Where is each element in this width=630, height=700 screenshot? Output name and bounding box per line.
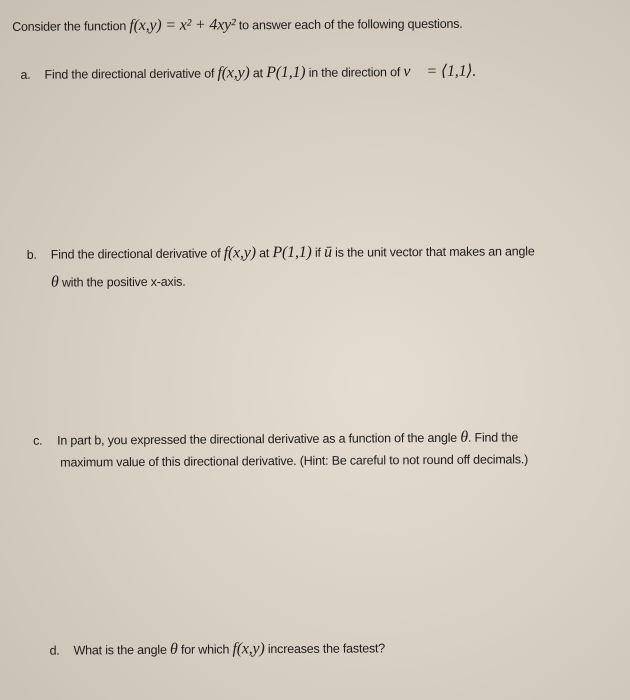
text-segment: at	[249, 66, 267, 81]
intro-text: Consider the function	[12, 19, 130, 34]
question-d-text	[73, 641, 385, 657]
question-c-text	[57, 430, 518, 447]
math-expression: f(x,y)	[217, 64, 250, 82]
text-segment: Find the directional derivative of	[44, 66, 218, 82]
math-expression: θ	[50, 273, 59, 291]
math-expression: f(x,y)	[223, 244, 256, 262]
question-c	[33, 428, 518, 449]
text-segment: Find the directional derivative of	[50, 246, 224, 262]
question-label: d.	[49, 643, 60, 658]
question-a	[20, 61, 476, 84]
text-segment: maximum value of this directional derivative. (Hint: Be careful to not round off decimals.)	[60, 452, 529, 470]
intro-line	[12, 15, 462, 36]
question-b	[27, 242, 535, 264]
text-segment: at	[255, 246, 273, 261]
text-segment: What is the angle	[73, 642, 171, 658]
question-c-text-2	[60, 452, 528, 469]
text-segment: In part b, you expressed the directional derivative as a function of the angle	[57, 430, 461, 448]
text-segment: with the positive x-axis.	[58, 274, 186, 290]
text-segment: if	[311, 245, 325, 260]
text-segment: in the direction of	[305, 65, 404, 80]
question-c-line2	[60, 452, 528, 469]
math-expression: f(x,y)	[232, 640, 265, 658]
question-label: b.	[26, 247, 37, 262]
function-formula: f(x,y) = x² + 4xy²	[129, 16, 236, 35]
math-expression: θ	[169, 640, 178, 658]
math-expression: v⃗ = ⟨1,1⟩.	[403, 62, 477, 81]
math-expression: P(1,1)	[266, 63, 306, 82]
text-segment: increases the fastest?	[264, 641, 386, 657]
question-b-text	[51, 244, 535, 261]
question-b-line2	[51, 273, 186, 292]
math-expression: ū	[324, 243, 332, 261]
math-expression: P(1,1)	[272, 243, 312, 262]
text-segment: . Find the	[467, 430, 519, 445]
intro-text-end: to answer each of the following questions.	[235, 16, 463, 33]
math-expression: θ	[460, 428, 469, 446]
text-segment: is the unit vector that makes an angle	[331, 244, 535, 260]
text-segment: for which	[177, 642, 233, 657]
question-a-text	[44, 62, 477, 82]
question-label: a.	[20, 67, 31, 82]
question-d	[49, 639, 385, 659]
question-label: c.	[33, 433, 43, 448]
question-b-text-2	[51, 275, 186, 290]
